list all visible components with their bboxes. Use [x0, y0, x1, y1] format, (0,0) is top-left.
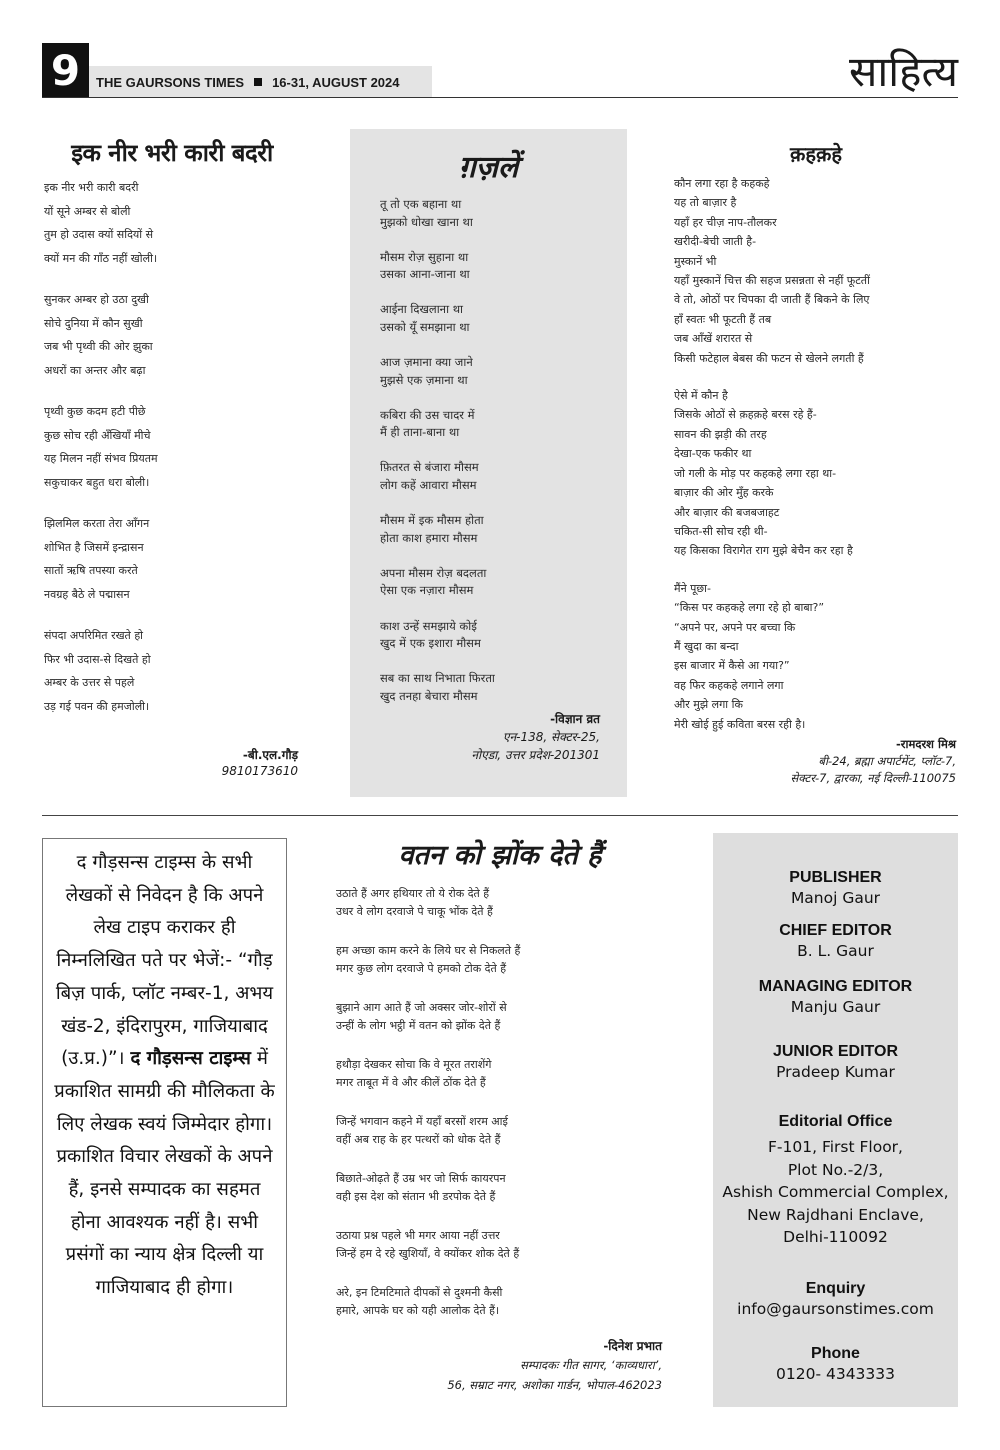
poem-line: सातों ऋषि तपस्या करते	[44, 564, 138, 577]
poem-line: मौसम रोज़ सुहाना था	[380, 249, 469, 264]
poem-line: झिलमिल करता तेरा आँगन	[44, 517, 150, 530]
poem-line: क्यों मन की गाँठ नहीं खोली।	[44, 251, 158, 265]
poem-line: सावन की झड़ी की तरह	[674, 427, 767, 441]
poem-line: हमारे, आपके घर को यही आलोक देते हैं।	[336, 1303, 500, 1317]
poem-line: तू तो एक बहाना था	[380, 197, 462, 211]
publisher-label: PUBLISHER	[789, 869, 882, 886]
poem-line: यों सूने अम्बर से बोली	[44, 204, 131, 218]
poem-line: मौसम में इक मौसम होता	[380, 513, 484, 528]
poem-line: काश उन्हें समझाये कोई	[380, 618, 477, 633]
poem3-title: क़हक़हे	[790, 142, 842, 166]
poem-line: फ़ितरत से बंजारा मौसम	[380, 460, 479, 475]
poem1-stanza	[44, 512, 158, 606]
poem1-title: इक नीर भरी कारी बदरी	[71, 139, 273, 167]
poem2-address	[380, 728, 600, 764]
poem-line: मैं खुदा का बन्दा	[674, 639, 739, 653]
poem-line: जो गली के मोड़ पर कहकहे लगा रहा था-	[674, 466, 837, 480]
poem-line: अम्बर के उत्तर से पहले	[44, 676, 135, 689]
page-number: 9	[42, 43, 89, 98]
junior-editor-label: JUNIOR EDITOR	[772, 1043, 899, 1060]
poem-line: तुम हो उदास क्यों सदियों से	[44, 228, 154, 241]
poem2-couplet	[380, 565, 495, 600]
poem2-author: -विज्ञान व्रत	[550, 712, 600, 726]
poem-line: कुछ सोच रही अँखियाँ मीचे	[44, 428, 151, 442]
enquiry-label: Enquiry	[805, 1279, 866, 1297]
poem-line: और मुझे लगा कि	[674, 698, 743, 712]
address-line: बी-24, ब्रह्मा अपार्टमेंट, प्लॉट-7,	[818, 754, 956, 768]
poem-line: मुझको धोखा खाना था	[380, 214, 473, 229]
poem-line: इस बाजार में कैसे आ गया?”	[674, 659, 790, 673]
poem4-couplet	[336, 1170, 520, 1205]
poem-line: सुनकर अम्बर हो उठा दुखी	[44, 293, 149, 306]
poem-line: बिछाते-ओढ़ते हैं उम्र भर जो सिर्फ कायरपन	[336, 1172, 506, 1185]
poem4-couplet	[336, 1284, 520, 1319]
office-address-line: Ashish Commercial Complex,	[722, 1183, 949, 1201]
poem-line: सोचे दुनिया में कौन सुखी	[44, 316, 143, 330]
poem2-couplet	[380, 618, 495, 653]
poem4-couplet	[336, 1113, 520, 1148]
poem2-couplet	[380, 407, 495, 442]
chief-editor-name: B. L. Gaur	[797, 942, 874, 960]
poem-line: उसको यूँ समझाना था	[380, 319, 470, 334]
poem2-couplet	[380, 512, 495, 547]
poem2-couplet	[380, 459, 495, 494]
poem-line: पृथ्वी कुछ कदम हटी पीछे	[44, 405, 146, 418]
publisher-name: Manoj Gaur	[790, 889, 881, 907]
poem-line: कौन लगा रहा है कहकहे	[674, 177, 770, 190]
poem3-author: -रामदरश मिश्र	[896, 737, 956, 751]
poem-line: वहीं अब राह के हर पत्थरों को धोक देते हैं	[336, 1132, 501, 1146]
poem-line: कबिरा की उस चादर में	[380, 407, 475, 422]
poem4-couplet	[336, 942, 520, 977]
issue-date: 16-31, AUGUST 2024	[272, 74, 400, 90]
poem-line: “किस पर कहकहे लगा रहे हो बाबा?”	[674, 601, 825, 615]
poem-line: और बाज़ार की बजबजाहट	[674, 505, 780, 519]
poem4-title: वतन को झोंक देते हैं	[398, 840, 602, 871]
contributor-notice	[42, 838, 287, 1407]
poem-line: हथौड़ा देखकर सोचा कि वे मूरत तराशेंगे	[336, 1058, 492, 1071]
phone-number: 0120- 4343333	[776, 1364, 895, 1383]
office-address-line: New Rajdhani Enclave,	[747, 1205, 924, 1224]
poem-line: बुझाने आग आते हैं जो अक्सर जोर-शोरों से	[336, 1001, 507, 1014]
poem-line: यह किसका विरागेत राग मुझे बेचैन कर रहा है	[674, 544, 853, 558]
poem1-stanza	[44, 400, 158, 494]
poem-line: मगर ताबूत में वे और कीलें ठोंक देते हैं	[336, 1075, 486, 1089]
managing-editor-name: Manju Gaur	[790, 998, 881, 1016]
poem-line: ऐसे में कौन है	[674, 389, 728, 403]
poem-line: शोभित है जिसमें इन्द्रासन	[44, 540, 144, 554]
square-bullet-icon	[254, 78, 262, 86]
poem-line: होता काश हमारा मौसम	[380, 530, 478, 545]
poem2-couplet	[380, 301, 495, 336]
publication-band	[89, 66, 432, 98]
poem-line: उसका आना-जाना था	[380, 267, 470, 282]
poem-line: सब का साथ निभाता फिरता	[380, 671, 495, 686]
office-address-line: Delhi-110092	[783, 1228, 888, 1246]
poem-line: खरीदी-बेची जाती है-	[674, 235, 757, 249]
poem-line: यहाँ हर चीज़ नाप-तौलकर	[674, 215, 777, 229]
address-line: नोएडा, उत्तर प्रदेश-201301	[471, 748, 600, 762]
poem4-couplet	[336, 1056, 520, 1091]
masthead	[713, 868, 958, 1384]
section-divider	[42, 815, 958, 816]
poem-line: संपदा अपरिमित रखते हो	[44, 629, 144, 642]
poem-line: यह तो बाज़ार है	[674, 196, 737, 210]
poem-line: हम अच्छा काम करने के लिये घर से निकलते हैं	[336, 944, 521, 957]
editorial-office-label: Editorial Office	[778, 1113, 893, 1130]
notice-publication-name: द गौड़सन्स टाइम्स	[130, 1048, 251, 1070]
junior-editor-name: Pradeep Kumar	[776, 1063, 895, 1081]
poem-line: उड़ गई पवन की हमजोली।	[44, 699, 150, 713]
poem-line: आईना दिखलाना था	[380, 302, 464, 317]
notice-text: में प्रकाशित सामग्री की मौलिकता के लिए लेखक स्वयं जिम्मेदार होगा। प्रकाशित विचार लेखकों के अपने हैं, इनसे सम्पादक का सहमत होना आवश्यक नहीं है। सभी प्रसंगों का न्याय क्षेत्र दिल्ली या गाजियाबाद ही होगा।	[54, 1048, 275, 1299]
poem2-couplet	[380, 249, 495, 284]
poem-line: यह मिलन नहीं संभव प्रियतम	[44, 452, 158, 465]
poem-line: यहाँ मुस्कानें चित्त की सहज प्रसन्नता से नहीं फूटतीं	[674, 274, 870, 288]
poem-line: फिर भी उदास-से दिखते हो	[44, 652, 151, 666]
poem3-body	[674, 174, 870, 752]
poem-line: खुद में एक इशारा मौसम	[380, 636, 481, 650]
poem-line: मुझसे एक ज़माना था	[380, 372, 468, 387]
poem-line: नवग्रह बैठे ले पद्मासन	[44, 587, 130, 601]
poem4-couplet	[336, 1227, 520, 1262]
poem-line: ऐसा एक नज़ारा मौसम	[380, 583, 474, 598]
poem-line: मैं ही ताना-बाना था	[380, 425, 460, 440]
enquiry-email[interactable]: info@gaursonstimes.com	[737, 1299, 934, 1318]
poem-line: मैंने पूछा-	[674, 581, 711, 595]
office-address-line: Plot No.-2/3,	[787, 1160, 884, 1179]
poem4-couplet	[336, 999, 520, 1034]
poem-line: सकुचाकर बहुत धरा बोली।	[44, 475, 150, 489]
poem-line: लोग कहें आवारा मौसम	[380, 477, 477, 492]
poem-line: जिन्हें हम दे रहे खुशियाँ, वे क्योंकर शोक देते हैं	[336, 1246, 520, 1260]
poem-line: खुद तनहा बेचारा मौसम	[380, 688, 478, 703]
poem2-couplet	[380, 196, 495, 231]
poem-line: मगर कुछ लोग दरवाजे पे हमको टोक देते हैं	[336, 961, 507, 975]
poem-line: उधर वे लोग दरवाजे पे चाकू भोंक देते हैं	[336, 904, 493, 918]
poem-line: उन्हीं के लोग भट्ठी में वतन को झोंक देते हैं	[336, 1018, 501, 1032]
poem3-stanza	[674, 386, 870, 561]
poem-line: उठाया प्रश्न पहले भी मगर आया नहीं उत्तर	[336, 1229, 500, 1242]
poem3-stanza	[674, 579, 870, 734]
poem-line: वही इस देश को संतान भी डरपोक देते हैं	[336, 1189, 496, 1203]
poem2-couplet	[380, 354, 495, 389]
poem-line: जिसके ओठों से क़हक़हे बरस रहे हैं-	[674, 408, 817, 422]
poem-line: मुस्कानें भी	[674, 254, 717, 268]
poem-line: उठाते हैं अगर हथियार तो ये रोक देते हैं	[336, 887, 490, 900]
poem-line: जब भी पृथ्वी की ओर झुका	[44, 340, 153, 353]
poem-line: चकित-सी सोच रही थी-	[674, 524, 768, 538]
poem-line: “अपने पर, अपने पर बच्चा कि	[674, 620, 796, 634]
poem-line: अरे, इन टिमटिमाते दीपकों से दुश्मनी कैसी	[336, 1286, 503, 1299]
address-line: सम्पादकः गीत सागर, ‘काव्यधारा’,	[520, 1358, 662, 1372]
managing-editor-label: MANAGING EDITOR	[758, 978, 913, 995]
poem-line: वह फिर कहकहे लगाने लगा	[674, 678, 784, 692]
notice-text: द गौड़सन्स टाइम्स के सभी लेखकों से निवेदन है कि अपने लेख टाइप कराकर ही निम्नलिखित पते पर भेजें:- “गौड़ बिज़ पार्क, प्लॉट नम्बर-1, अभय खंड-2, इंदिरापुरम, गाजियाबाद (उ.प्र.)”।	[55, 852, 274, 1070]
poem-line: हाँ स्वतः भी फूटती हैं तब	[674, 312, 772, 326]
poem1-stanza	[44, 624, 158, 718]
poem2-title: ग़ज़लें	[458, 150, 519, 185]
poem-line: वे तो, ओठों पर चिपका दी जाती हैं बिकने के लिए	[674, 293, 870, 307]
poem-line: आज ज़माना क्या जाने	[380, 355, 473, 370]
poem1-author: -बी.एल.गौड़	[242, 748, 298, 762]
poem-line: किसी फटेहाल बेबस की फटन से खेलने लगती हैं	[674, 351, 864, 365]
poem-line: जिन्हें भगवान कहने में यहाँ बरसों शरम आई	[336, 1115, 508, 1128]
poem-line: मेरी खोई हुई कविता बरस रही है।	[674, 717, 806, 731]
address-line: 56, सम्राट नगर, अशोका गार्डन, भोपाल-462023	[447, 1378, 662, 1392]
poem-line: अधरों का अन्तर और बढ़ा	[44, 363, 146, 377]
office-address-line: F-101, First Floor,	[768, 1138, 903, 1156]
address-line: सेक्टर-7, द्वारका, नई दिल्ली-110075	[790, 771, 956, 785]
section-title: साहित्य	[849, 47, 958, 96]
poem4-author: -दिनेश प्रभात	[603, 1339, 662, 1353]
address-line: एन-138, सेक्टर-25,	[502, 730, 600, 744]
poem-line: बाज़ार की ओर मुँह करके	[674, 486, 774, 500]
poem1-stanza	[44, 176, 158, 270]
chief-editor-label: CHIEF EDITOR	[779, 922, 892, 939]
publication-name: THE GAURSONS TIMES	[96, 74, 245, 90]
poem-line: देखा-एक फकीर था	[674, 447, 752, 461]
phone-label: Phone	[811, 1344, 860, 1362]
poem4-couplet	[336, 885, 520, 920]
poem-line: इक नीर भरी कारी बदरी	[44, 181, 139, 194]
poem3-stanza	[674, 174, 870, 368]
poem1-phone: 9810173610	[221, 764, 298, 778]
poem1-body	[44, 176, 158, 736]
poem4-body	[336, 885, 520, 1341]
poem-line: जब आँखें शरारत से	[674, 332, 753, 346]
header-divider	[42, 97, 958, 98]
poem1-stanza	[44, 288, 158, 382]
poem4-address	[330, 1355, 662, 1395]
poem-line: अपना मौसम रोज़ बदलता	[380, 565, 487, 580]
poem2-body	[380, 196, 495, 723]
poem2-couplet	[380, 670, 495, 705]
poem3-address	[700, 753, 956, 787]
